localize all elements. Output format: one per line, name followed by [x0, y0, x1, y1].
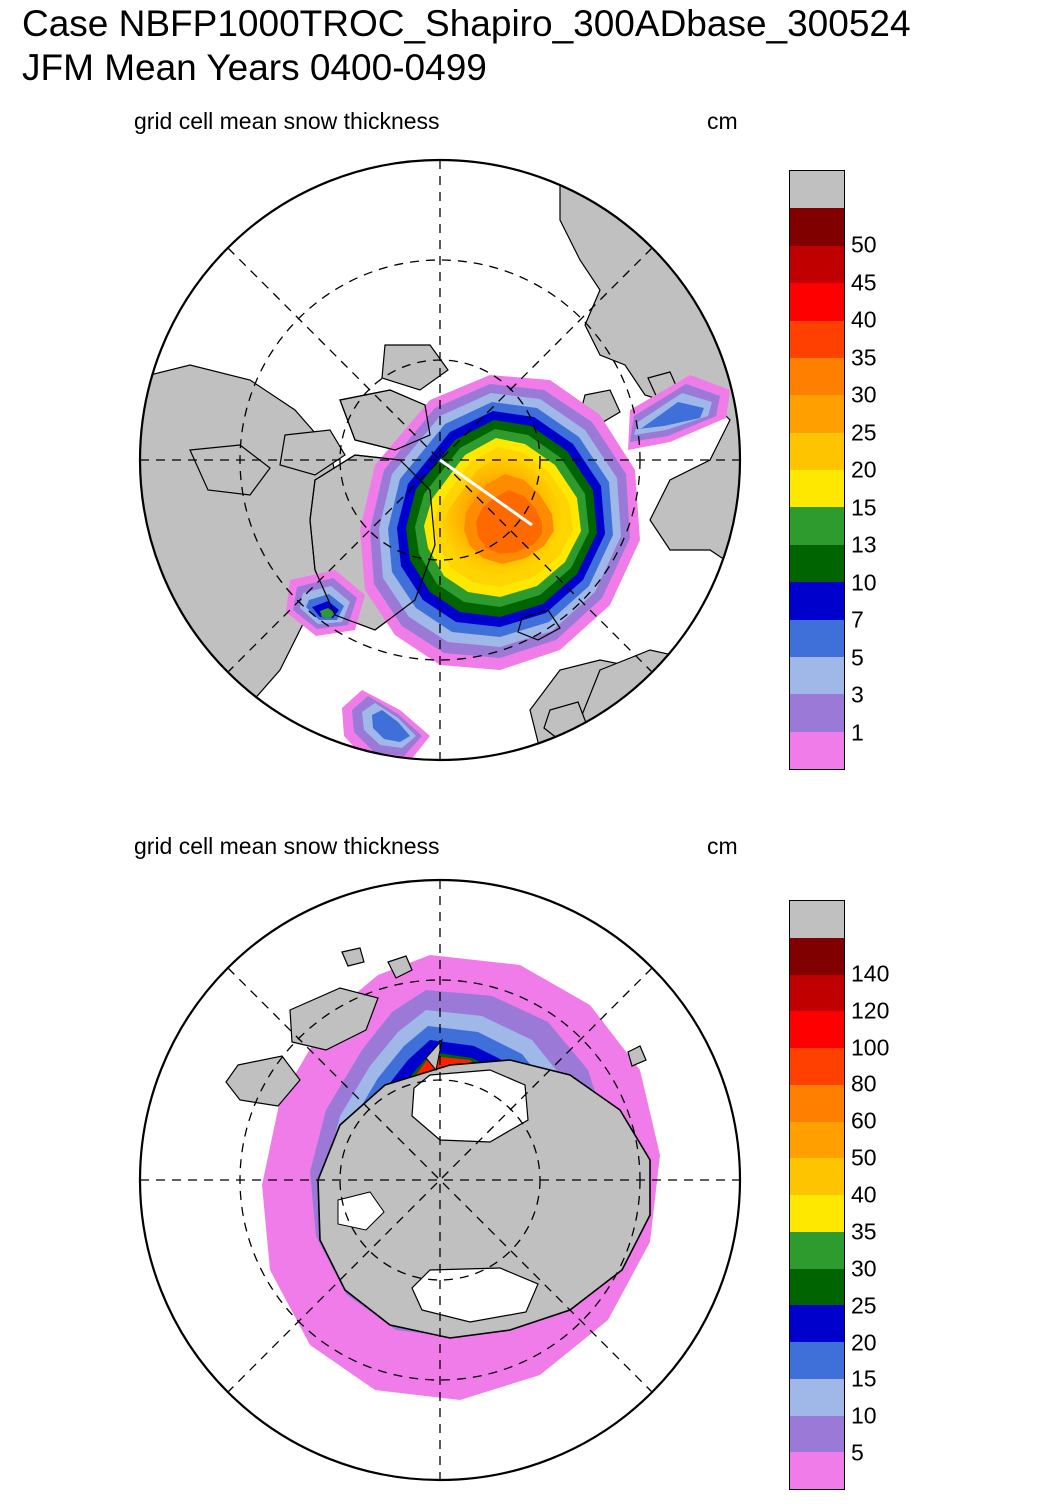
- colorbar-tick-north: 3: [851, 681, 864, 708]
- panel-units-label-south: cm: [707, 833, 738, 859]
- map-southern-hemisphere: [130, 870, 750, 1490]
- panel-southern-hemisphere: [0, 825, 1057, 1505]
- map-northern-hemisphere: [130, 150, 750, 770]
- colorbar-tick-south: 60: [851, 1107, 877, 1134]
- colorbar-tick-north: 15: [851, 494, 877, 520]
- colorbar-tick-north: 5: [851, 644, 864, 670]
- map-svg-north: [130, 150, 750, 770]
- colorbar-tick-north: 7: [851, 606, 864, 633]
- colorbar-box-north: [789, 170, 845, 770]
- colorbar-tick-south: 80: [851, 1070, 877, 1097]
- colorbar-tick-north: 25: [851, 419, 877, 445]
- colorbar-tick-north: 1: [851, 719, 864, 745]
- colorbar-tick-north: 35: [851, 344, 877, 370]
- colorbar-tick-north: 30: [851, 381, 877, 408]
- colorbar-tick-south: 30: [851, 1255, 877, 1282]
- colorbar-tick-south: 25: [851, 1292, 877, 1319]
- panel-northern-hemisphere: [0, 100, 1057, 800]
- colorbar-tick-south: 35: [851, 1218, 877, 1245]
- colorbar-tick-north: 50: [851, 231, 877, 258]
- colorbar-tick-south: 15: [851, 1365, 877, 1392]
- colorbar-south: [789, 900, 890, 1490]
- colorbar-ticks-south: [851, 900, 941, 1490]
- map-svg-south: [130, 870, 750, 1490]
- colorbar-tick-south: 10: [851, 1402, 877, 1429]
- colorbar-tick-north: 45: [851, 269, 877, 295]
- colorbar-tick-north: 40: [851, 306, 877, 333]
- panel-variable-label-north: grid cell mean snow thickness: [134, 108, 440, 134]
- panel-units-label-north: cm: [707, 108, 738, 134]
- colorbar-north: [789, 170, 877, 770]
- colorbar-tick-north: 13: [851, 531, 877, 558]
- map-content-north: [130, 150, 750, 770]
- colorbar-tick-south: 50: [851, 1144, 877, 1171]
- colorbar-tick-south: 140: [851, 960, 890, 987]
- colorbar-tick-south: 5: [851, 1439, 864, 1466]
- colorbar-ticks-north: [851, 170, 941, 770]
- title-line-1: Case NBFP1000TROC_Shapiro_300ADbase_300524: [22, 3, 911, 44]
- colorbar-tick-north: 10: [851, 569, 877, 595]
- colorbar-tick-north: 20: [851, 456, 877, 483]
- colorbar-box-south: [789, 900, 845, 1490]
- colorbar-tick-south: 20: [851, 1329, 877, 1355]
- map-content-south: [130, 870, 750, 1490]
- title-line-2: JFM Mean Years 0400-0499: [22, 47, 487, 88]
- colorbar-tick-south: 100: [851, 1034, 890, 1060]
- panel-variable-label-south: grid cell mean snow thickness: [134, 833, 440, 859]
- colorbar-tick-south: 40: [851, 1181, 877, 1208]
- colorbar-tick-south: 120: [851, 997, 890, 1024]
- page-title: [22, 2, 1042, 90]
